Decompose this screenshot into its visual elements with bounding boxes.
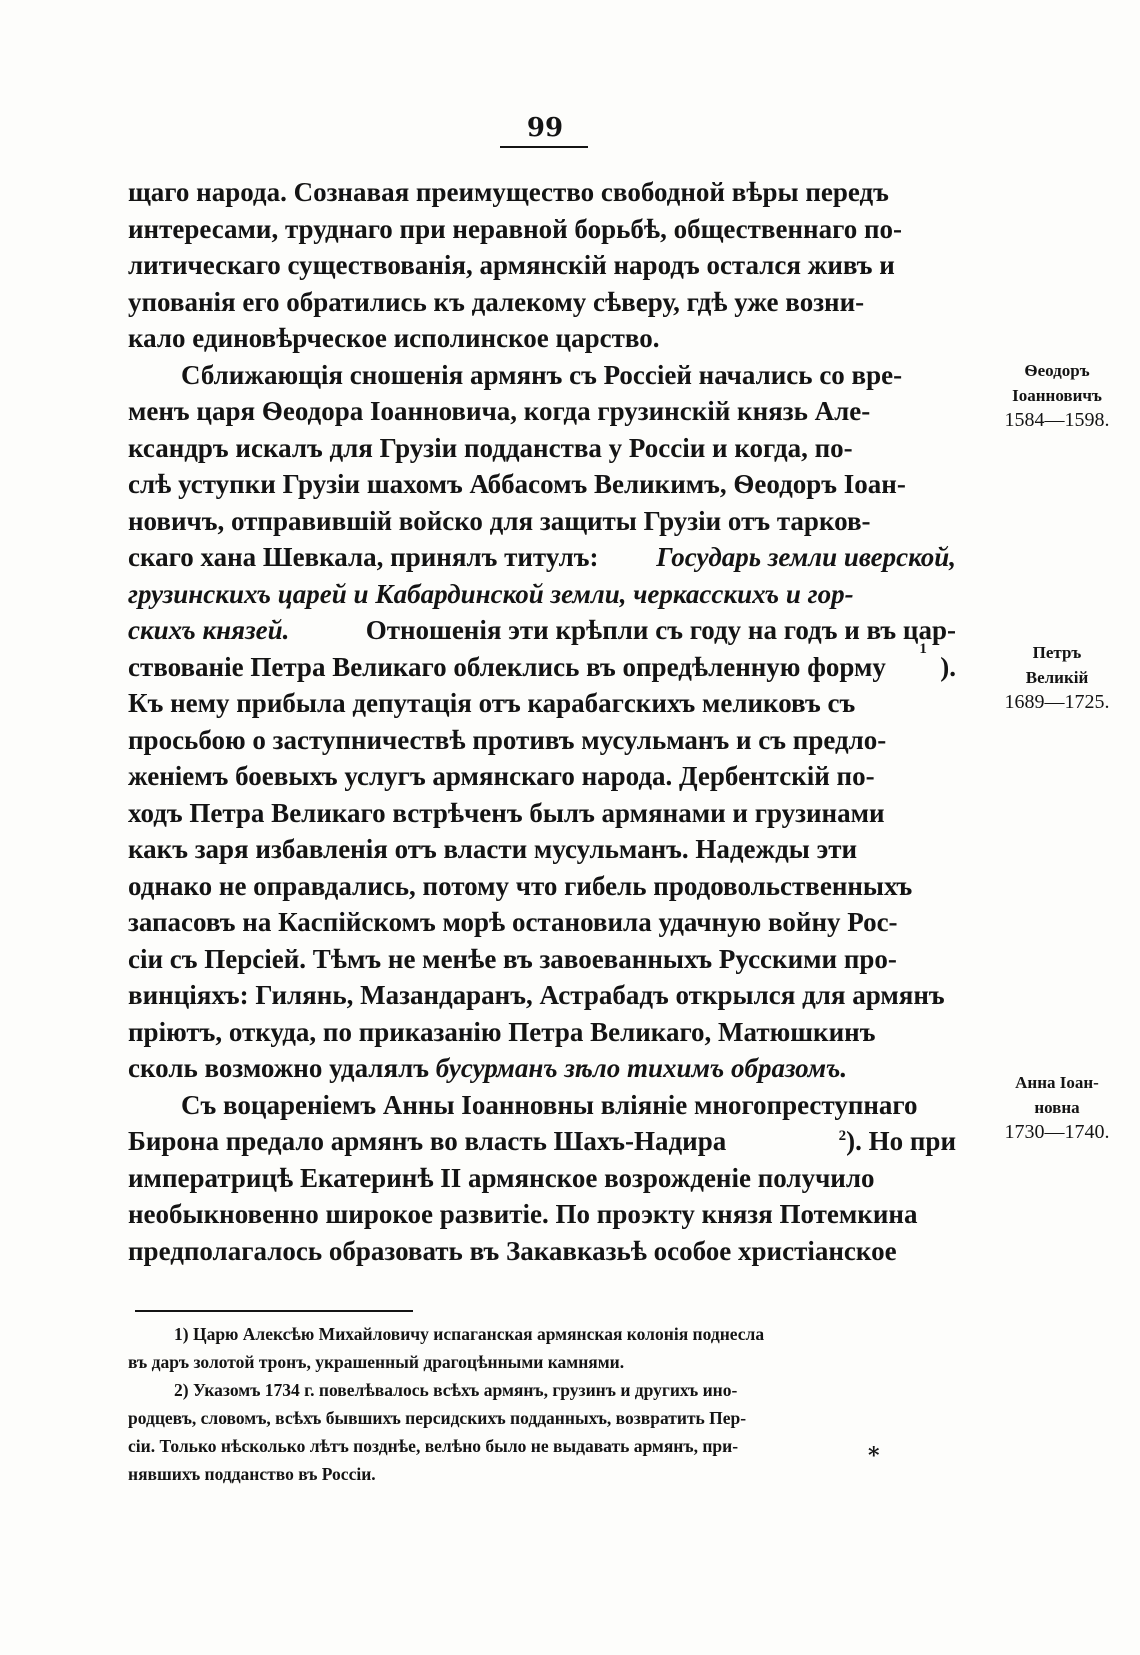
text-line: кало единовѣрческое исполинское царство. bbox=[128, 323, 660, 353]
text-line: щаго народа. Сознавая преимущество свободной вѣры передъ bbox=[128, 177, 889, 207]
text-line: пріютъ, откуда, по приказанію Петра Великаго, Матюшкинъ bbox=[128, 1016, 876, 1047]
text-line: интересами, труднаго при неравной борьбѣ, общественнаго по- bbox=[128, 213, 902, 244]
footnote-ref: 1 bbox=[919, 640, 927, 657]
footnote-line: 2) Указомъ 1734 г. повелѣвалось всѣхъ армянъ, грузинъ и другихъ ино- bbox=[174, 1380, 738, 1400]
text-line: однако не оправдались, потому что гибель продовольственныхъ bbox=[128, 870, 913, 901]
main-text bbox=[128, 174, 956, 1269]
text-line: какъ заря избавленія отъ власти мусульманъ. Надежды эти bbox=[128, 834, 858, 864]
footnote-line: родцевъ, словомъ, всѣхъ бывшихъ персидскихъ подданныхъ, возвратить Пер- bbox=[128, 1408, 747, 1428]
footnote-line: нявшихъ подданство въ Россіи. bbox=[128, 1464, 376, 1484]
footnote-mark: 2) bbox=[174, 1380, 189, 1400]
text-line: Съ воцареніемъ Анны Іоанновны вліяніе многопреступнаго bbox=[181, 1089, 918, 1120]
text-line: необыкновенно широкое развитіе. По проэкту князя Потемкина bbox=[128, 1199, 918, 1229]
text-line: Къ нему прибыла депутація отъ карабагскихъ меликовъ съ bbox=[128, 688, 856, 718]
footnote-mark: 1) bbox=[174, 1324, 189, 1344]
text-line: винціяхъ: Гилянь, Мазандаранъ, Астрабадъ открылся для армянъ bbox=[128, 980, 945, 1010]
text-line: сколь возможно удалялъ бусурманъ зѣло тихимъ образомъ. bbox=[128, 1053, 848, 1083]
text-line: Сближающія сношенія армянъ съ Россіей начались со вре- bbox=[181, 359, 903, 390]
text-line: запасовъ на Каспійскомъ морѣ остановила удачную войну Рос- bbox=[128, 907, 898, 937]
text-line: грузинскихъ царей и Кабардинской земли, черкасскихъ и гор- bbox=[128, 578, 854, 609]
text-line: ствованіе Петра Великаго облеклись въ опредѣленную форму 1 ). bbox=[128, 649, 956, 686]
footnote-line: въ даръ золотой тронъ, украшенный драгоцѣнными камнями. bbox=[128, 1352, 625, 1372]
text-line: сіи съ Персіей. Тѣмъ не менѣе въ завоеванныхъ Русскими про- bbox=[128, 943, 897, 974]
footnote-line: сіи. Только нѣсколько лѣтъ позднѣе, велѣно было не выдавать армянъ, при- bbox=[128, 1436, 739, 1456]
margin-note: Ѳеодоръ Іоанновичъ 1584—1598. bbox=[1004, 361, 1110, 431]
margin-note: Петръ Великій 1689—1725. bbox=[1004, 643, 1110, 713]
text-line: просьбою о заступничествѣ противъ мусульманъ и съ предло- bbox=[128, 724, 887, 755]
margin-note: Анна Іоан- новна 1730—1740. bbox=[1004, 1073, 1110, 1143]
text-line: скаго хана Шевкала, принялъ титулъ: Государь земли иверской, bbox=[128, 539, 956, 576]
text-line: литическаго существованія, армянскій народъ остался живъ и bbox=[128, 250, 895, 280]
text-line: Бирона предало армянъ во власть Шахъ-Надира $^2$). Но при bbox=[128, 1126, 956, 1156]
page-number: 99 bbox=[526, 113, 564, 143]
footnote-line: 1) Царю Алексѣю Михайловичу испаганская армянская колонія поднесла bbox=[174, 1324, 765, 1344]
text-line: менъ царя Ѳеодора Іоанновича, когда грузинскій князь Але- bbox=[128, 396, 871, 426]
text-line: предполагалось образовать въ Закавказьѣ особое христіанское bbox=[128, 1235, 897, 1266]
text-line: новичъ, отправившій войско для защиты Грузіи отъ тарков- bbox=[128, 505, 871, 536]
text-line: женіемъ боевыхъ услугъ армянскаго народа. Дербентскій по- bbox=[128, 761, 875, 791]
page-number-rule bbox=[500, 146, 588, 148]
text-line: ксандръ искалъ для Грузіи подданства у Россіи и когда, по- bbox=[128, 432, 853, 463]
text-line: императрицѣ Екатеринѣ II армянское возрожденіе получило bbox=[128, 1162, 875, 1193]
footnote-ref: 2 bbox=[838, 1128, 847, 1144]
footnote-rule bbox=[135, 1310, 413, 1312]
end-mark: * bbox=[868, 1443, 880, 1469]
text-line: ходъ Петра Великаго встрѣченъ былъ армянами и грузинами bbox=[128, 797, 885, 828]
footnotes bbox=[128, 1320, 956, 1488]
italic-title: Государь земли иверской, bbox=[656, 542, 956, 572]
text-line: упованія его обратились къ далекому сѣверу, гдѣ уже возни- bbox=[128, 286, 865, 317]
text-line: скихъ князей. Отношенія эти крѣпли съ году на годъ и въ цар- bbox=[128, 615, 956, 645]
text-line: слѣ уступки Грузіи шахомъ Аббасомъ Великимъ, Ѳеодоръ Іоан- bbox=[128, 469, 906, 499]
